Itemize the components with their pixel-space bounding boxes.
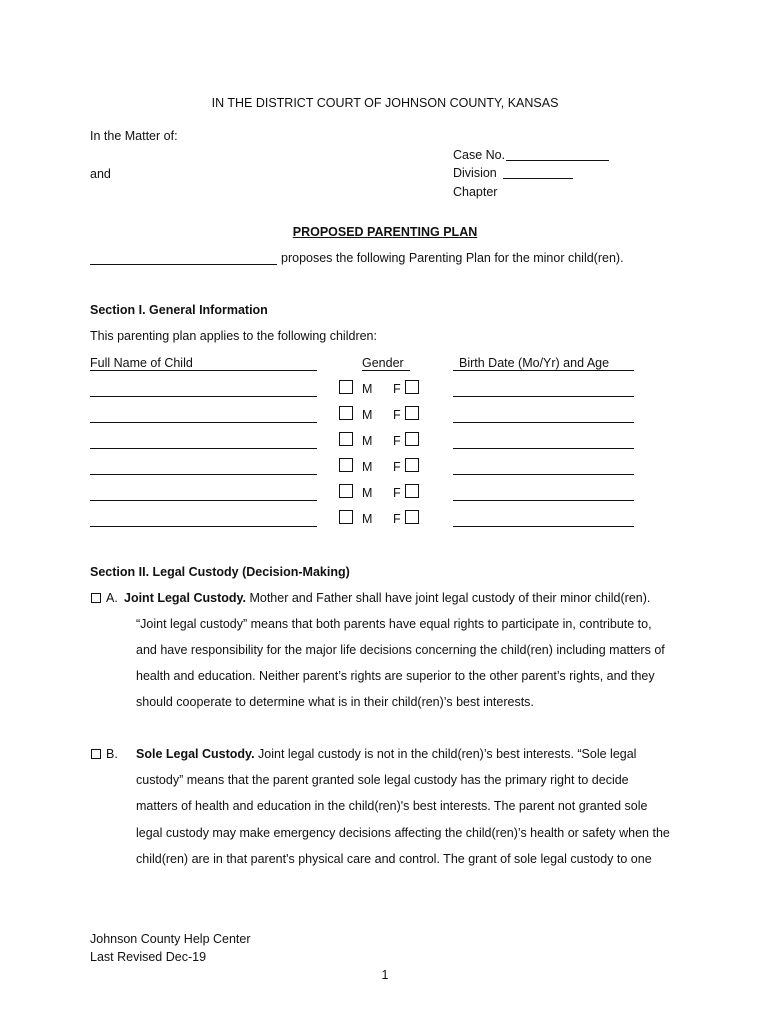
option-b-line: Joint legal custody is not in the child(ren)’s best interests. “Sole legal (254, 747, 637, 761)
option-b-title: Sole Legal Custody. (136, 747, 255, 761)
gender-m-label: M (362, 512, 373, 526)
gender-m-checkbox[interactable] (339, 458, 353, 472)
gender-m-label: M (362, 460, 373, 474)
gender-f-checkbox[interactable] (405, 406, 419, 420)
gender-f-checkbox[interactable] (405, 484, 419, 498)
footer-org: Johnson County Help Center (90, 932, 251, 946)
section2-heading: Section II. Legal Custody (Decision-Making) (90, 565, 350, 579)
gender-f-label: F (393, 382, 401, 396)
col-birth-date: Birth Date (Mo/Yr) and Age (459, 356, 610, 370)
birth-date-field[interactable] (453, 526, 634, 527)
gender-m-checkbox[interactable] (339, 510, 353, 524)
gender-f-checkbox[interactable] (405, 380, 419, 394)
gender-f-checkbox[interactable] (405, 510, 419, 524)
proposer-name-field[interactable] (90, 264, 277, 265)
birth-date-field[interactable] (453, 396, 634, 397)
gender-m-checkbox[interactable] (339, 484, 353, 498)
birth-date-field[interactable] (453, 474, 634, 475)
option-a-line: and have responsibility for the major life decisions concerning the child(ren) including matters of (136, 643, 665, 657)
court-heading: IN THE DISTRICT COURT OF JOHNSON COUNTY, KANSAS (211, 96, 559, 110)
gender-m-label: M (362, 434, 373, 448)
division-label: Division (453, 166, 497, 180)
gender-f-label: F (393, 512, 401, 526)
option-a-line: should cooperate to determine what is in their child(ren)’s best interests. (136, 695, 534, 709)
option-b-line: custody” means that the parent granted sole legal custody has the primary right to decide (136, 773, 629, 787)
col-child-name: Full Name of Child (90, 356, 193, 370)
gender-m-label: M (362, 382, 373, 396)
gender-m-checkbox[interactable] (339, 380, 353, 394)
gender-f-label: F (393, 486, 401, 500)
chapter-label: Chapter (453, 185, 498, 199)
col-child-name-underline (90, 370, 317, 371)
child-name-field[interactable] (90, 422, 317, 423)
gender-m-checkbox[interactable] (339, 406, 353, 420)
matter-of-label: In the Matter of: (90, 129, 178, 143)
option-b-line: child(ren) are in that parent's physical care and control. The grant of sole legal custody to one (136, 852, 652, 866)
birth-date-field[interactable] (453, 448, 634, 449)
child-name-field[interactable] (90, 448, 317, 449)
child-name-field[interactable] (90, 500, 317, 501)
option-a-line: Mother and Father shall have joint legal custody of their minor child(ren). (246, 591, 651, 605)
child-name-field[interactable] (90, 526, 317, 527)
option-b-letter: B. (106, 747, 118, 761)
case-no-label: Case No. (453, 148, 506, 162)
option-a-letter: A. (106, 591, 118, 605)
option-a-text (124, 591, 650, 605)
division-field[interactable] (503, 178, 573, 179)
proposes-text: proposes the following Parenting Plan for the minor child(ren). (281, 251, 624, 265)
gender-f-label: F (393, 408, 401, 422)
gender-m-label: M (362, 408, 373, 422)
section1-intro: This parenting plan applies to the following children: (90, 329, 377, 343)
option-b-line: matters of health and education in the child(ren)'s best interests. The parent not granted sole (136, 799, 648, 813)
birth-date-field[interactable] (453, 500, 634, 501)
child-name-field[interactable] (90, 396, 317, 397)
gender-f-label: F (393, 434, 401, 448)
case-no-field[interactable] (506, 160, 609, 161)
col-gender: Gender (362, 356, 404, 370)
child-name-field[interactable] (90, 474, 317, 475)
col-gender-underline (362, 370, 410, 371)
col-birth-date-underline (453, 370, 634, 371)
plan-title: PROPOSED PARENTING PLAN (292, 225, 478, 239)
birth-date-field[interactable] (453, 422, 634, 423)
option-b-checkbox[interactable] (91, 749, 101, 759)
section1-heading: Section I. General Information (90, 303, 268, 317)
and-label: and (90, 167, 111, 181)
option-a-checkbox[interactable] (91, 593, 101, 603)
option-a-line: “Joint legal custody” means that both parents have equal rights to participate in, contribute to, (136, 617, 652, 631)
gender-f-checkbox[interactable] (405, 432, 419, 446)
gender-f-label: F (393, 460, 401, 474)
option-b-line: legal custody may make emergency decisions affecting the child(ren)’s health or safety when the (136, 826, 670, 840)
gender-m-checkbox[interactable] (339, 432, 353, 446)
option-b-text (136, 747, 636, 761)
gender-m-label: M (362, 486, 373, 500)
page-number: 1 (381, 968, 389, 982)
option-a-line: health and education. Neither parent’s rights are superior to the other parent’s rights, and they (136, 669, 655, 683)
gender-f-checkbox[interactable] (405, 458, 419, 472)
option-a-title: Joint Legal Custody. (124, 591, 246, 605)
footer-revised: Last Revised Dec-19 (90, 950, 207, 964)
